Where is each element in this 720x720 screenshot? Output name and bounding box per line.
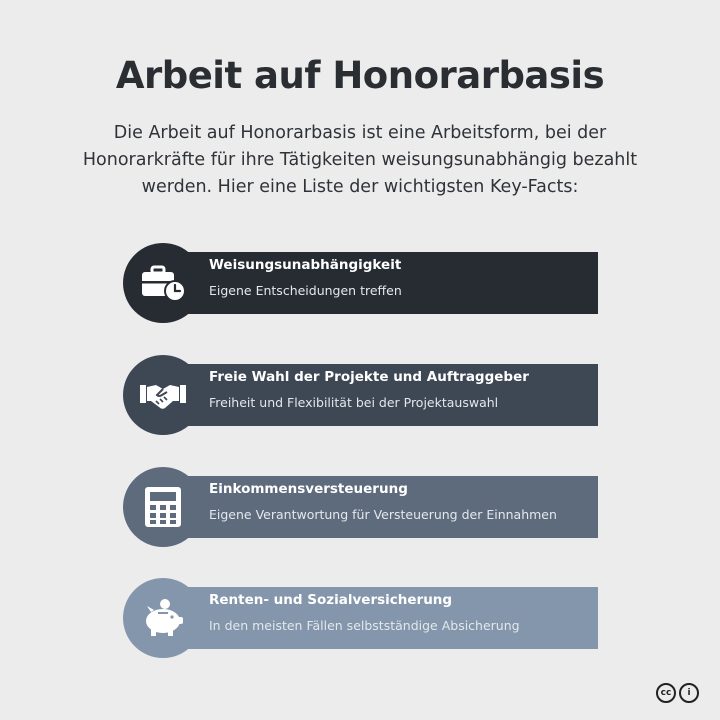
intro-text: Die Arbeit auf Honorarbasis ist eine Arbeitsform, bei der Honorarkräfte für ihre Tätigkeiten weisungsunabhängig bezahlt werden. Hier eine Liste der wichtigsten Key-Facts: [82, 123, 638, 197]
fact-item-renten-sozialversicherung [123, 578, 598, 658]
fact-heading: Weisungsunabhängigkeit [209, 257, 402, 273]
calculator-icon [143, 485, 183, 529]
handshake-icon [139, 377, 187, 413]
fact-description: Eigene Verantwortung für Versteuerung der Einnahmen [209, 507, 557, 522]
fact-item-einkommensversteuerung [123, 467, 598, 547]
attribution-icon: i [679, 683, 699, 703]
piggy-bank-icon [139, 598, 187, 638]
fact-icon-circle [123, 243, 203, 323]
fact-item-weisungsunabhaengigkeit [123, 243, 598, 323]
license-badge [656, 683, 699, 703]
fact-description: In den meisten Fällen selbstständige Absicherung [209, 618, 520, 633]
fact-icon-circle [123, 355, 203, 435]
fact-item-freie-wahl [123, 355, 598, 435]
creative-commons-icon: cc [656, 683, 676, 703]
fact-description: Freiheit und Flexibilität bei der Projektauswahl [209, 395, 499, 410]
fact-heading: Renten- und Sozialversicherung [209, 592, 453, 608]
fact-description: Eigene Entscheidungen treffen [209, 283, 402, 298]
fact-icon-circle [123, 467, 203, 547]
briefcase-clock-icon [139, 263, 187, 303]
fact-heading: Einkommensversteuerung [209, 481, 408, 497]
page-title: Arbeit auf Honorarbasis [115, 54, 605, 97]
fact-icon-circle [123, 578, 203, 658]
fact-heading: Freie Wahl der Projekte und Auftraggeber [209, 369, 529, 385]
